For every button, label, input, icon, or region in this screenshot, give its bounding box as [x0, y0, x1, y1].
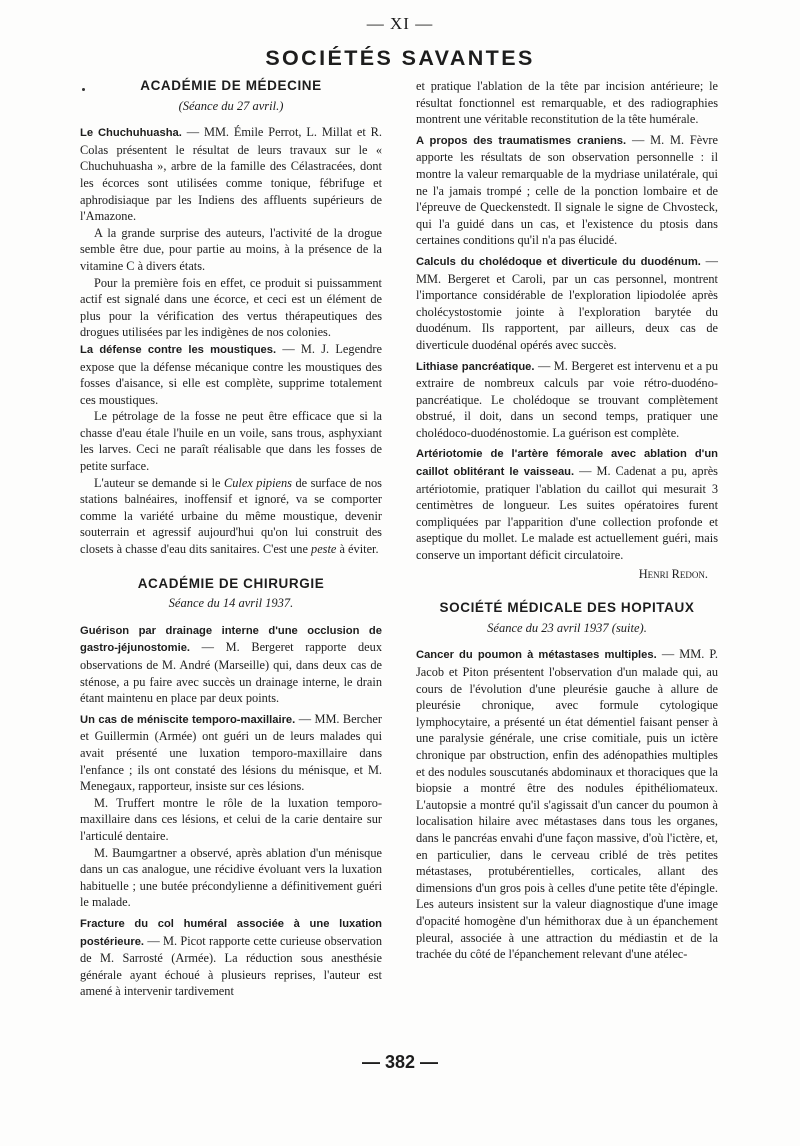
article-title: Calculs du cholédoque et diverticule du duodénum. — [416, 255, 701, 268]
session-date-medecine: (Séance du 27 avril.) — [178, 98, 284, 113]
paragraph — [416, 358, 718, 442]
paragraph-text: — M. Picot rapporte cette curieuse observation de M. Sarrosté (Armée). La réduction sous anesthésie générale ayant échoué à plusieurs reprises, l'auteur est amené à intervenir tardivement — [80, 933, 382, 999]
article-title: Le Chuchuhuasha. — [80, 127, 182, 140]
paragraph-text: — MM. P. Jacob et Piton présentent l'observation d'un malade qui, au cours de l'évolution d'une pleurésie gauche à allure de pleurésie chronique, avec formule cytologique lymphocytaire, a présenté un état démentiel faisant penser à une paralysie générale, une crise comitiale, puis un ictère chronique par obstruction, enfin des adénopathies multiples et des nodules souscutanés abdominaux et thoraciques que la biopsie a montré être des nodules épithéliomateux. L'autopsie a montré qu'il s'agissait d'un cancer du poumon à localisation hilaire avec métastases dans tous les organes, dans le pancréas envahi d'une façon massive, d'où l'ictère, et, en particulier, dans le cerveau criblé de très petites métastases, protubérentielles, corticales, allant des dimensions d'un gros pois à celles d'une petite tête d'épingle. Les auteurs insistent sur la valeur diagnostique d'une image d'opacité homogène d'un hémithorax due à un épanchement pleural, associée à une attraction du médiastin et de la trachée du côté de l'épanchement relevant d'une atélec- — [416, 647, 718, 962]
session-date-chirurgie: Séance du 14 avril 1937. — [168, 596, 294, 611]
left-column — [80, 78, 382, 1000]
paragraph — [416, 646, 718, 962]
paragraph: Le pétrolage de la fosse ne peut être efficace que si la chasse d'eau étale l'huile en un voile, sans trous, asphyxiant les larves. Ceci ne paraît réalisable que dans les fosses de petite surface. — [80, 409, 382, 474]
heading-academie-medecine: ACADÉMIE DE MÉDECINE — [140, 78, 322, 93]
paragraph — [416, 253, 718, 354]
roman-page-marker: — XI — — [366, 14, 434, 33]
paragraph — [416, 445, 718, 563]
session-date-societe: Séance du 23 avril 1937 (suite). — [487, 620, 647, 635]
article-title: Cancer du poumon à métastases multiples. — [416, 649, 657, 662]
paragraph: et pratique l'ablation de la tête par incision antérieure; le résultat fonctionnel est remarquable, et des radiographies montrent une véritable reconstitution de la tête humérale. — [416, 79, 718, 127]
heading-societe-medicale: SOCIÉTÉ MÉDICALE DES HOPITAUX — [439, 600, 695, 616]
paragraph-text: — M. M. Fèvre apporte les résultats de son observation personnelle : il montre la valeur remarquable de la mydriase unilatérale, qui ne l'a jamais trompé ; celle de la ponction lombaire et de l'épreuve de Queckenstedt. Il signale le signe de Chvosteck, qui l'a guidé dans un cas, et l'existence du ptosis dans certaines conditions qu'il n'a pas élucidé. — [416, 132, 718, 248]
paragraph-text: de surface de nos stations balnéaires, inoffensif et ignoré, va se comporter comme la variété urbaine du même moustique, devenir souterrain et agressif aujourd'hui qu'on lui construit des closets à chasse d'eau dits sanitaires. C'est une — [80, 475, 382, 557]
article-title: Fracture du col huméral associée à une luxation postérieure. — [80, 917, 382, 948]
article-title: La défense contre les moustiques. — [80, 343, 277, 356]
paragraph — [416, 132, 718, 249]
heading-academie-chirurgie: ACADÉMIE DE CHIRURGIE — [137, 575, 325, 591]
paragraph: Pour la première fois en effet, ce produit si puissamment actif est signalé dans une écorce, et ceci est un élément de plus pour la vérification des vertus thérapeutiques des drogues utilisées par les indigènes de nos colonies. — [80, 275, 382, 340]
right-column — [416, 78, 718, 963]
italic-term: Culex pipiens — [224, 475, 292, 490]
author-signature: Henri Redon. — [638, 566, 708, 581]
italic-term: peste — [311, 542, 337, 557]
article-title: Artériotomie de l'artère fémorale avec ablation d'un caillot oblitérant le vaisseau. — [416, 448, 718, 479]
paragraph — [80, 124, 382, 225]
paragraph-text: L'auteur se demande si le — [94, 475, 225, 490]
paragraph-text: — MM. Bergeret et Caroli, par un cas personnel, montrent l'importance considérable de l'exploration lipiodolée après cholécystostomie jointe à l'exploration barytée du duodénum. Ils rapportent, par ailleurs, deux cas de diverticule duodénal opérés avec succès. — [416, 253, 718, 352]
page-number: — 382 — — [361, 1052, 439, 1072]
paragraph-text: à éviter. — [336, 542, 379, 557]
paragraph: M. Baumgartner a observé, après ablation d'un ménisque dans un cas analogue, une récidive évoluant vers la luxation habituelle ; une butée précondylienne a définitivement guéri le malade. — [80, 845, 382, 910]
article-title: A propos des traumatismes craniens. — [416, 134, 627, 147]
paragraph-text: — MM. Bercher et Guillermin (Armée) ont guéri un de leurs malades qui avait présenté une luxation temporo-maxillaire dans l'enfance ; ils ont constaté des lésions du ménisque, et M. Menegaux, rapporteur, insiste sur ces lésions. — [80, 711, 382, 794]
paragraph — [80, 475, 382, 558]
paragraph — [80, 622, 382, 707]
paragraph-text: — MM. Émile Perrot, L. Millat et R. Colas présentent le résultat de leurs travaux sur le « Chuchuhuasha », arbre de la famille des Célastracées, dont les écorces sont utilisées comme tonique, fébrifuge et aphrodisiaque par les Indiens des affluents supérieurs de l'Amazone. — [80, 125, 383, 224]
paragraph — [80, 341, 382, 408]
paragraph-text: — M. J. Legendre expose que la défense mécanique contre les moustiques des fosses d'aisance, si elle est complète, supprime totalement ces moustiques. — [80, 341, 382, 407]
paragraph: M. Truffert montre le rôle de la luxation temporo-maxillaire dans ces lésions, et celui de la carie dentaire sur l'articulé dentaire. — [80, 795, 382, 843]
paragraph: A la grande surprise des auteurs, l'activité de la drogue semble être due, pour partie au moins, à la présence de la vitamine C à divers états. — [80, 225, 382, 273]
paragraph-text: — M. Cadenat a pu, après artériotomie, pratiquer l'ablation du caillot qui mesurait 3 centimètres de longueur. Les suites opératoires furent compliquées par l'apparition d'une collection profonde et aseptique du mollet. Le malade est actuellement guéri, mais conserve un important déficit circulatoire. — [416, 464, 718, 563]
paragraph-text: — M. Bergeret rapporte deux observations de M. André (Marseille) qui, dans deux cas de sténose, a pu faire avec succès un drainage interne, le drain étant maintenu en place par deux points. — [80, 640, 382, 706]
article-title: Lithiase pancréatique. — [416, 360, 535, 373]
paragraph — [80, 915, 382, 1000]
article-title: Guérison par drainage interne d'une occlusion de gastro-jéjunostomie. — [80, 624, 382, 655]
paragraph-text: — M. Bergeret est intervenu et a pu extraire de nombreux calculs par voie rétro-duodéno-pancréatique. Le cholédoque se trouvant complètement obstrué, il doit, dans un second temps, pratiquer une cholédoco-duodénostomie. La guérison est complète. — [416, 358, 719, 440]
section-title: SOCIÉTÉS SAVANTES — [265, 46, 535, 70]
paragraph — [80, 711, 382, 795]
article-title: Un cas de méniscite temporo-maxillaire. — [80, 713, 296, 726]
